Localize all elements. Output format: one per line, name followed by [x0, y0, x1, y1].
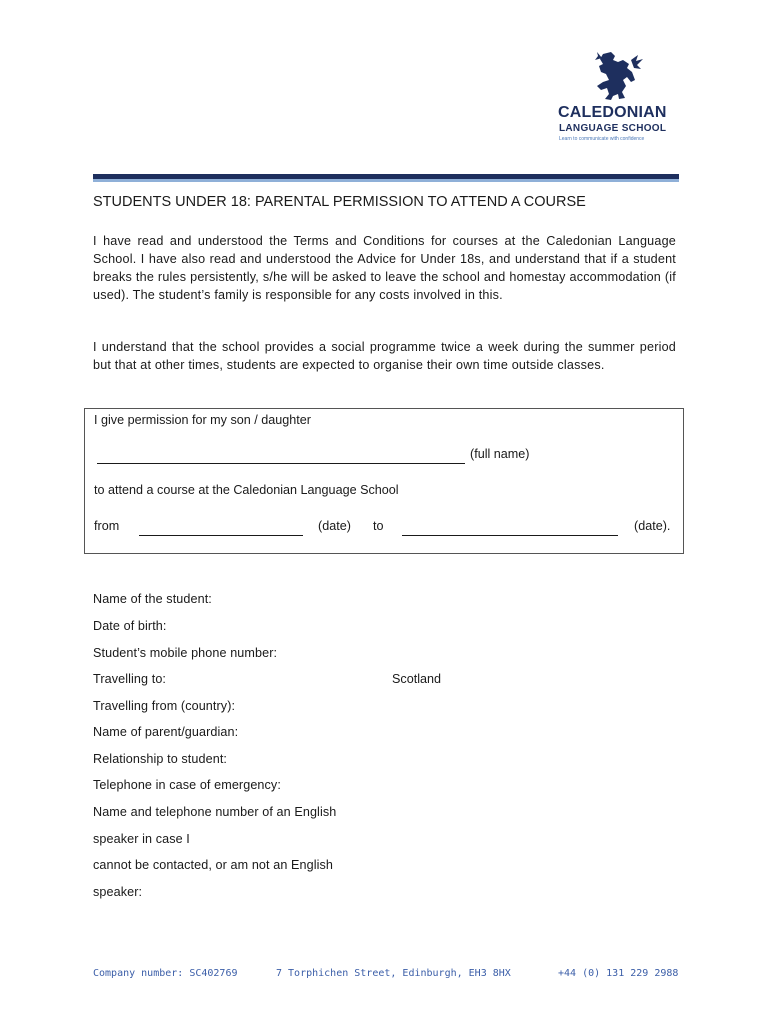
emergency-phone-label: Telephone in case of emergency:: [93, 778, 281, 792]
start-date-field[interactable]: [139, 522, 303, 536]
dob-label: Date of birth:: [93, 619, 167, 633]
full-name-label: (full name): [470, 447, 530, 461]
header-divider-accent: [93, 179, 679, 182]
english-speaker-label-3: cannot be contacted, or am not an English: [93, 858, 334, 872]
end-date-field[interactable]: [402, 522, 618, 536]
from-label: from: [94, 519, 120, 533]
footer-company-number: Company number: SC402769: [93, 968, 238, 979]
permission-box: [84, 408, 684, 554]
mobile-label: Student’s mobile phone number:: [93, 646, 278, 660]
social-programme-paragraph: I understand that the school provides a social programme twice a week during the summer period but that at other times, students are expected to organise their own time outside classes.: [93, 340, 676, 372]
full-name-field[interactable]: [97, 450, 465, 464]
footer-address: 7 Torphichen Street, Edinburgh, EH3 8HX: [276, 968, 511, 979]
to-label: to: [373, 519, 384, 533]
student-name-label: Name of the student:: [93, 592, 212, 606]
start-date-label: (date): [318, 519, 351, 533]
logo-name: CALEDONIAN: [558, 104, 667, 121]
english-speaker-label-4: speaker:: [93, 885, 143, 899]
travelling-to-value: Scotland: [392, 672, 442, 686]
end-date-label: (date).: [634, 519, 671, 533]
relationship-label: Relationship to student:: [93, 752, 228, 766]
terms-paragraph: I have read and understood the Terms and Conditions for courses at the Caledonian Language School. I have also read and understood the Advice for Under 18s, and understand that if a student breaks the rules persistently, s/he will be asked to leave the school and homestay accommodation (if used). The student’s family is responsible for any costs involved in this.: [93, 234, 676, 302]
english-speaker-label-1: Name and telephone number of an English: [93, 805, 337, 819]
travelling-from-label: Travelling from (country):: [93, 699, 236, 713]
logo-tagline: Learn to communicate with confidence: [559, 136, 645, 142]
logo-subtitle: LANGUAGE SCHOOL: [559, 123, 667, 134]
permission-statement: I give permission for my son / daughter: [94, 413, 311, 427]
lion-rampant-icon: [591, 50, 647, 102]
page-title: STUDENTS UNDER 18: PARENTAL PERMISSION TO ATTEND A COURSE: [93, 194, 586, 210]
attend-course-statement: to attend a course at the Caledonian Language School: [94, 483, 399, 497]
parent-name-label: Name of parent/guardian:: [93, 725, 239, 739]
english-speaker-label-2: speaker in case I: [93, 832, 190, 846]
school-logo: [555, 48, 685, 148]
travelling-to-label: Travelling to:: [93, 672, 167, 686]
footer-phone: +44 (0) 131 229 2988: [558, 968, 679, 979]
